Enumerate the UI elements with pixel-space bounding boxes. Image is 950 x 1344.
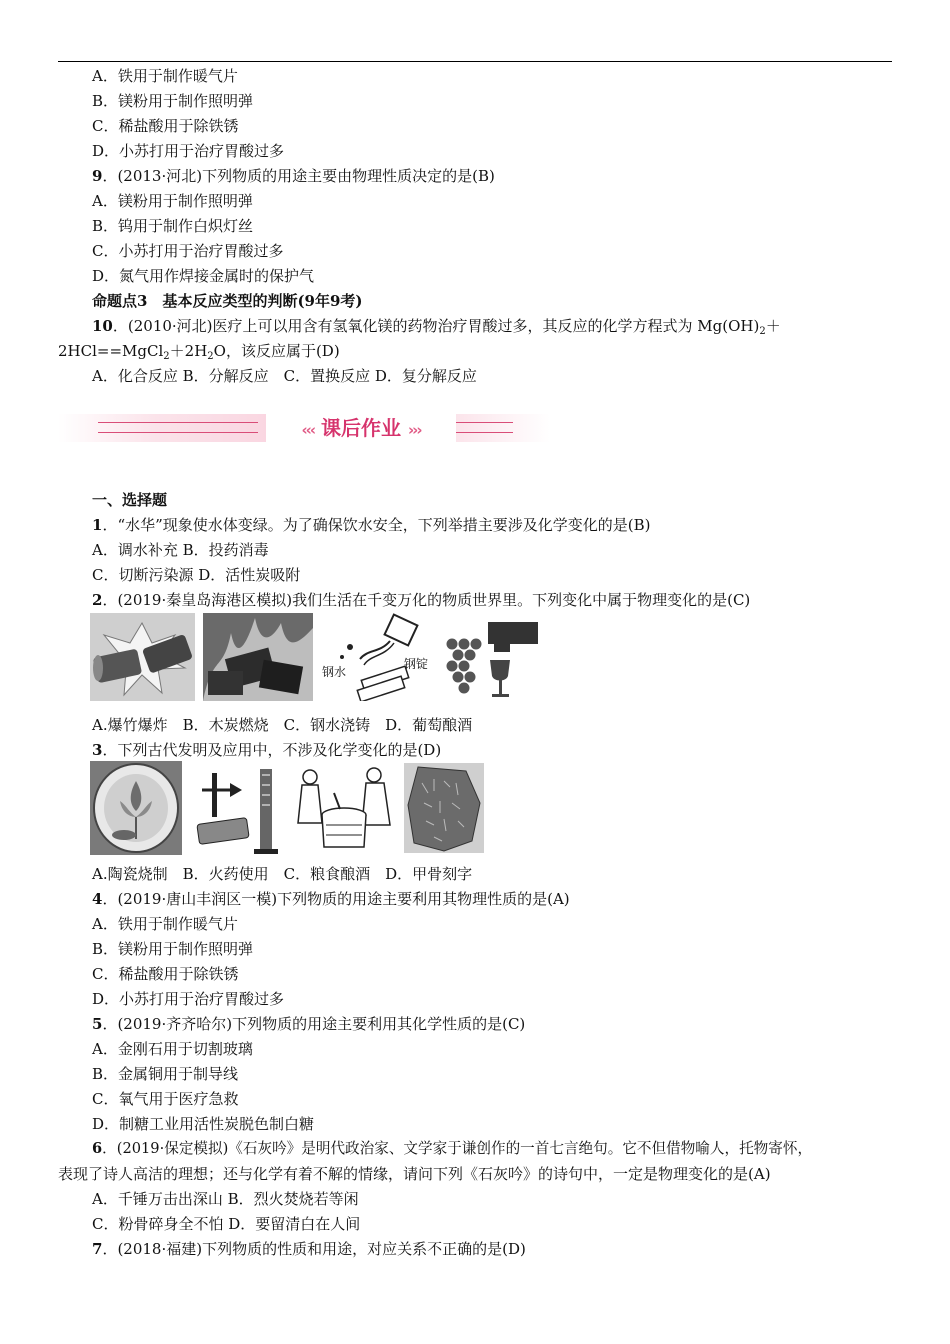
q8-option-d: D．小苏打用于治疗胃酸过多 bbox=[92, 142, 285, 160]
h5-option-a: A．金刚石用于切割玻璃 bbox=[92, 1040, 253, 1058]
h2-stem-text: ．(2019·秦皇岛海港区模拟)我们生活在千变万化的物质世界里。下列变化中属于物理变化的是(C) bbox=[102, 591, 751, 609]
q9-stem bbox=[92, 166, 495, 186]
h4-option-c: C．稀盐酸用于除铁锈 bbox=[92, 965, 239, 983]
gunpowder-image bbox=[192, 765, 286, 855]
h5-number: 5 bbox=[92, 1015, 103, 1033]
section3-title: 命题点3 基本反应类型的判断(9年9考) bbox=[92, 292, 363, 310]
header-rule bbox=[58, 61, 892, 62]
h1-stem-text: ．“水华”现象使水体变绿。为了确保饮水安全，下列举措主要涉及化学变化的是(B) bbox=[102, 516, 651, 534]
h4-stem bbox=[92, 889, 570, 909]
oracle-bone-image bbox=[404, 763, 484, 853]
q10-stem-text1: ．(2010·河北)医疗上可以用含有氢氧化镁的药物治疗胃酸过多，其反应的化学方程式为 Mg(OH) bbox=[112, 317, 760, 335]
q10-plus: ＋ bbox=[765, 317, 781, 335]
h1-stem bbox=[92, 515, 651, 535]
banner-right-chevrons: ››› bbox=[407, 421, 421, 439]
homework-banner bbox=[58, 410, 550, 446]
banner-left-chevrons: ‹‹‹ bbox=[301, 421, 315, 439]
h1-options-2: C．切断污染源 D．活性炭吸附 bbox=[92, 566, 301, 584]
h4-number: 4 bbox=[92, 890, 103, 908]
h3-stem-text: ．下列古代发明及应用中，不涉及化学变化的是(D) bbox=[102, 741, 442, 759]
q10-sub3: 2 bbox=[207, 351, 214, 362]
h6-options-1: A．千锤万击出深山 B．烈火焚烧若等闲 bbox=[92, 1190, 359, 1208]
q10-number: 10 bbox=[92, 317, 113, 335]
grain-brewing-image bbox=[294, 763, 394, 855]
q9-option-a: A．镁粉用于制作照明弹 bbox=[92, 192, 253, 210]
h6-number: 6 bbox=[92, 1140, 103, 1157]
q9-option-b: B．钨用于制作白炽灯丝 bbox=[92, 217, 254, 235]
q10-eq-part3: O，该反应属于(D) bbox=[213, 342, 340, 360]
h5-stem-text: ．(2019·齐齐哈尔)下列物质的用途主要利用其化学性质的是(C) bbox=[102, 1015, 526, 1033]
h7-stem bbox=[92, 1239, 526, 1259]
grape-wine-image bbox=[438, 620, 541, 702]
q10-eq-part2: ＋2H bbox=[169, 342, 208, 360]
h3-options: A.陶瓷烧制 B．火药使用 C．粮食酿酒 D．甲骨刻字 bbox=[92, 865, 473, 883]
banner-title bbox=[266, 414, 456, 442]
h5-stem bbox=[92, 1014, 525, 1034]
q8-option-b: B．镁粉用于制作照明弹 bbox=[92, 92, 254, 110]
h6-options-2: C．粉骨碎身全不怕 D．要留清白在人间 bbox=[92, 1215, 361, 1233]
banner-title-text: 课后作业 bbox=[321, 416, 401, 440]
q10-stem-line1 bbox=[92, 316, 781, 342]
h4-option-a: A．铁用于制作暖气片 bbox=[92, 915, 238, 933]
h1-options-1: A．调水补充 B．投药消毒 bbox=[92, 541, 269, 559]
steel-casting-image bbox=[320, 613, 432, 701]
label-steel-water: 钢水 bbox=[322, 665, 347, 679]
h4-option-b: B．镁粉用于制作照明弹 bbox=[92, 940, 254, 958]
h6-stem-line1 bbox=[92, 1139, 812, 1159]
h6-stem-text1: ．(2019·保定模拟)《石灰吟》是明代政治家、文学家于谦创作的一首七言绝句。它不但借物喻人，托物寄怀， bbox=[102, 1140, 813, 1157]
h3-stem bbox=[92, 740, 441, 760]
label-steel-ingot: 钢锭 bbox=[404, 657, 429, 671]
h7-number: 7 bbox=[92, 1240, 103, 1258]
q9-number: 9 bbox=[92, 167, 103, 185]
h2-options: A.爆竹爆炸 B．木炭燃烧 C．钢水浇铸 D．葡萄酿酒 bbox=[92, 716, 473, 734]
h5-option-b: B．金属铜用于制导线 bbox=[92, 1065, 239, 1083]
porcelain-plate-image bbox=[90, 761, 182, 855]
h1-number: 1 bbox=[92, 516, 103, 534]
q9-stem-text: ．(2013·河北)下列物质的用途主要由物理性质决定的是(B) bbox=[102, 167, 495, 185]
charcoal-burning-image bbox=[203, 613, 313, 701]
h5-option-c: C．氧气用于医疗急救 bbox=[92, 1090, 239, 1108]
part1-title: 一、选择题 bbox=[92, 491, 168, 509]
q9-option-c: C．小苏打用于治疗胃酸过多 bbox=[92, 242, 284, 260]
h6-stem-line2: 表现了诗人高洁的理想；还与化学有着不解的情缘，请问下列《石灰吟》的诗句中，一定是物理变化的是(A) bbox=[58, 1165, 771, 1183]
q10-stem-line2 bbox=[58, 341, 340, 367]
h2-stem bbox=[92, 590, 750, 610]
h3-number: 3 bbox=[92, 741, 103, 759]
h4-option-d: D．小苏打用于治疗胃酸过多 bbox=[92, 990, 285, 1008]
h4-stem-text: ．(2019·唐山丰润区一模)下列物质的用途主要利用其物理性质的是(A) bbox=[102, 890, 570, 908]
h5-option-d: D．制糖工业用活性炭脱色制白糖 bbox=[92, 1115, 315, 1133]
q8-option-c: C．稀盐酸用于除铁锈 bbox=[92, 117, 239, 135]
firecracker-image bbox=[90, 613, 195, 701]
q9-option-d: D．氮气用作焊接金属时的保护气 bbox=[92, 267, 315, 285]
q8-option-a: A．铁用于制作暖气片 bbox=[92, 67, 238, 85]
h7-stem-text: ．(2018·福建)下列物质的性质和用途，对应关系不正确的是(D) bbox=[102, 1240, 526, 1258]
q10-sub2: 2 bbox=[163, 351, 170, 362]
h2-number: 2 bbox=[92, 591, 103, 609]
q10-options: A．化合反应 B．分解反应 C．置换反应 D．复分解反应 bbox=[92, 367, 477, 385]
q10-eq-part1: 2HCl==MgCl bbox=[58, 342, 164, 360]
q10-sub1: 2 bbox=[759, 326, 766, 337]
